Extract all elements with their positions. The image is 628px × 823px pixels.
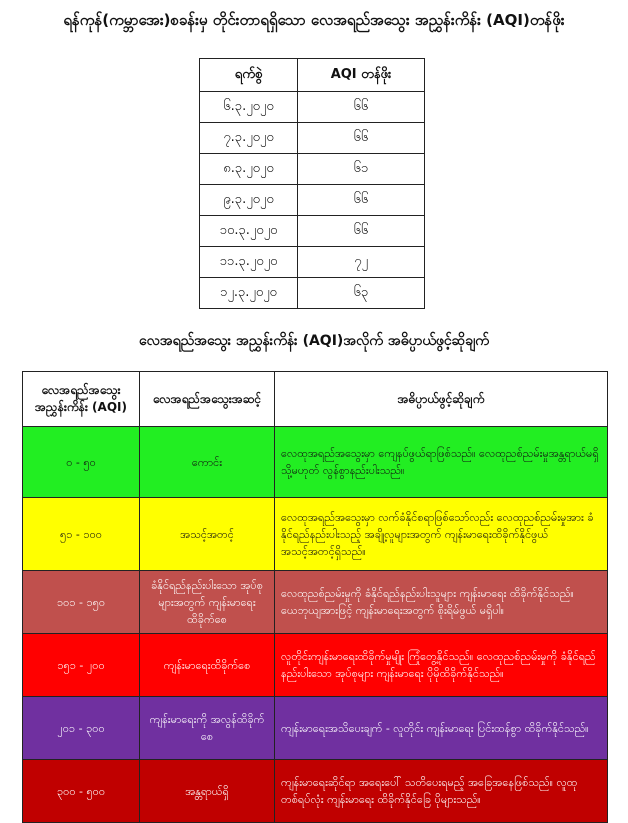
meaning-cell: ကျန်းမာရေးအသိပေးချက် - လူတိုင်း ကျန်းမာရေး ပြင်းထန်စွာ ထိခိုက်နိုင်သည်။ [275,697,608,760]
level-cell: အန္တရာယ်ရှိ [140,760,275,823]
date-cell: ၁၀.၃.၂၀၂၀ [200,216,298,247]
meaning-cell: လေထုညစ်ညမ်းမှုကို ခံနိုင်ရည်နည်းပါးသူများ ကျန်းမာရေး ထိခိုက်နိုင်သည်။ ယေဘုယျအားဖြင့် ကျန်းမာရေးအတွက် စိုးရိမ်ဖွယ် မရှိပါ။ [275,571,608,634]
table-row [200,278,425,309]
aqi-cell: ၆၆ [297,185,424,216]
advice-row-good [23,427,608,498]
header-date: ရက်စွဲ [200,59,298,92]
table-row [200,216,425,247]
header-quality-level: လေအရည်အသွေးအဆင့် [140,372,275,427]
aqi-cell: ၆၁ [297,154,424,185]
level-cell: ကျန်းမာရေးကို အလွန်ထိခိုက်စေ [140,697,275,760]
range-cell: ၀ - ၅၀ [23,427,140,498]
table-row [200,92,425,123]
aqi-value-table [199,58,425,309]
aqi-cell: ၆၃ [297,278,424,309]
date-cell: ၈.၃.၂၀၂၀ [200,154,298,185]
date-cell: ၉.၃.၂၀၂၀ [200,185,298,216]
meaning-cell: လေထုအရည်အသွေးမှာ ကျေနပ်ဖွယ်ရာဖြစ်သည်။ လေထုညစ်ညမ်းမှုအန္တရာယ်မရှိ သို့မဟုတ် လွန်စွာနည်းပါးသည်။ [275,427,608,498]
meaning-cell: လေထုအရည်အသွေးမှာ လက်ခံနိုင်စရာဖြစ်သော်လည်း လေထုညစ်ညမ်းမှုအား ခံနိုင်ရည်နည်းပါးသည့် အချို့လူများအတွက် ကျန်းမာရေးထိခိုက်နိုင်ဖွယ် အသင့်အတင့်ရှိသည်။ [275,498,608,571]
aqi-cell: ၆၆ [297,216,424,247]
level-cell: ကောင်း [140,427,275,498]
date-cell: ၆.၃.၂၀၂၀ [200,92,298,123]
header-aqi-value: AQI တန်ဖိုး [297,59,424,92]
table-row [200,154,425,185]
level-cell: ခံနိုင်ရည်နည်းပါးသော အုပ်စုများအတွက် ကျန်းမာရေးထိခိုက်စေ [140,571,275,634]
table-row [200,185,425,216]
advice-row-unhealthy [23,634,608,697]
document-title: ရန်ကုန်(ကမ္ဘာအေး)စခန်းမှ တိုင်းတာရရှိသော လေအရည်အသွေး အညွှန်းကိန်း (AQI)တန်ဖိုး [63,11,565,29]
range-cell: ၁၀၁ - ၁၅၀ [23,571,140,634]
advice-row-moderate [23,498,608,571]
aqi-cell: ၆၆ [297,123,424,154]
aqi-cell: ၇၂ [297,247,424,278]
advice-row-sensitive [23,571,608,634]
aqi-advice-table [22,371,608,823]
table-header-row [23,372,608,427]
aqi-cell: ၆၆ [297,92,424,123]
level-cell: ကျန်းမာရေးထိခိုက်စေ [140,634,275,697]
meaning-cell: ကျန်းမာရေးဆိုင်ရာ အရေးပေါ် သတိပေးရမည့် အခြေအနေဖြစ်သည်။ လူထုတစ်ရပ်လုံး ကျန်းမာရေး ထိခိုက်နိုင်ခြေ ပိုများသည်။ [275,760,608,823]
date-cell: ၁၁.၃.၂၀၂၀ [200,247,298,278]
table-row [200,123,425,154]
range-cell: ၁၅၁ - ၂၀၀ [23,634,140,697]
advice-row-very-unhealthy [23,697,608,760]
advice-section-title: လေအရည်အသွေး အညွှန်းကိန်း (AQI)အလိုက် အဓိပ္ပာယ်ဖွင့်ဆိုချက် [138,333,490,349]
table-row [200,247,425,278]
level-cell: အသင့်အတင့် [140,498,275,571]
meaning-cell: လူတိုင်းကျန်းမာရေးထိခိုက်မှုမျိုး ကြုံတွေ့နိုင်သည်။ လေထုညစ်ညမ်းမှုကို ခံနိုင်ရည်နည်းပါးသော အုပ်စုများ ကျန်းမာရေး ပိုမိုထိခိုက်နိုင်သည်။ [275,634,608,697]
table-header-row [200,59,425,92]
date-cell: ၇.၃.၂၀၂၀ [200,123,298,154]
range-cell: ၅၁ - ၁၀၀ [23,498,140,571]
range-cell: ၃၀၀ - ၅၀၀ [23,760,140,823]
range-cell: ၂၀၁ - ၃၀၀ [23,697,140,760]
header-meaning: အဓိပ္ပာယ်ဖွင့်ဆိုချက် [275,372,608,427]
header-aqi-range: လေအရည်အသွေး အညွှန်းကိန်း (AQI) [23,372,140,427]
date-cell: ၁၂.၃.၂၀၂၀ [200,278,298,309]
advice-row-hazardous [23,760,608,823]
